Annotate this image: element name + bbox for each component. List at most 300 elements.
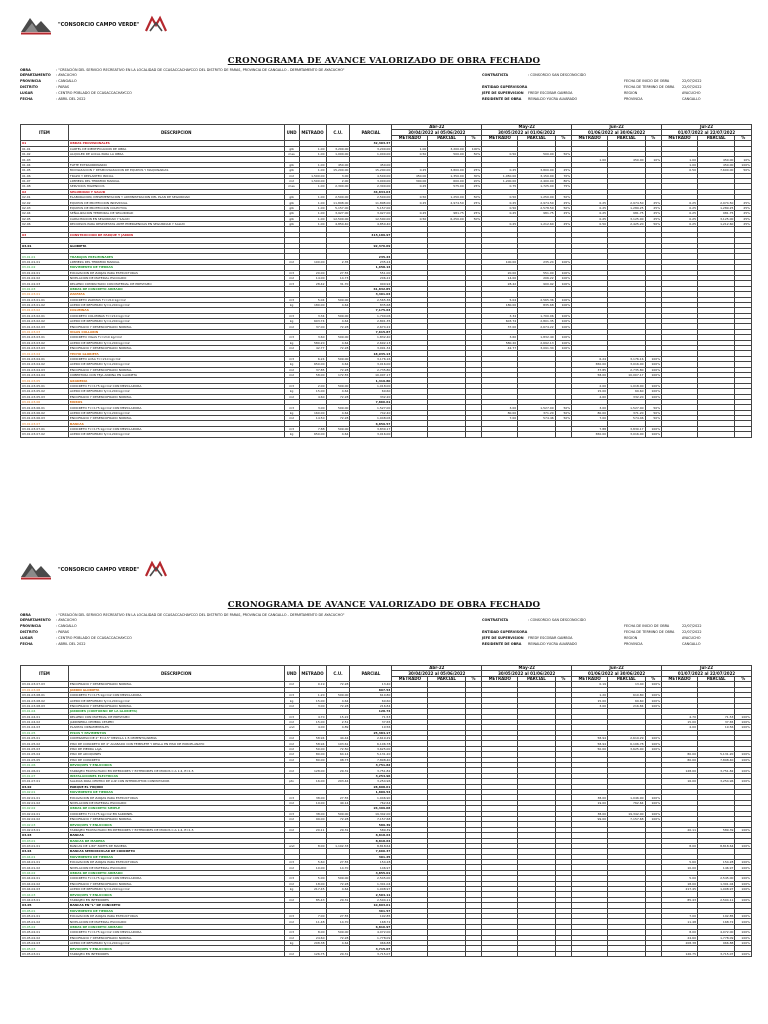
row-metrado: 58.94 — [299, 736, 326, 741]
row-item: 03.01 — [21, 243, 69, 248]
row-parcial: 3,176.16 — [350, 356, 392, 361]
row-item: 01.08 — [21, 184, 69, 189]
row-unit-cost: 509.00 — [326, 313, 350, 318]
row-unit-cost: 72.28 — [326, 346, 350, 351]
row-description: NIVELACION DE MATERIAL ESCOGIDO — [68, 275, 284, 280]
row-item: 03.01.04.01 — [21, 714, 69, 719]
row-unit-cost: 509.00 — [326, 335, 350, 340]
row-parcial: 3,751.82 — [350, 768, 392, 773]
row-metrado: 603.74 — [299, 319, 326, 324]
row-period-m: 0.25 — [572, 205, 608, 210]
row-unit-cost: 509.00 — [326, 876, 350, 881]
row-item: 03.02.03 — [21, 822, 69, 827]
row-unit: m2 — [284, 394, 299, 399]
row-period-q: 25% — [735, 205, 752, 210]
row-parcial: 61,832.85 — [350, 286, 392, 291]
row-period-m: 15.00 — [662, 719, 698, 724]
row-description: NIVELACION DE MATERIAL ESCOGIDO — [68, 800, 284, 805]
row-parcial: 1,832.40 — [350, 335, 392, 340]
row-period-q: 100% — [645, 426, 662, 431]
row-metrado: 58.94 — [299, 741, 326, 746]
row-period-m: 5.04 — [482, 297, 518, 302]
row-period-p: 1,212.60 — [697, 222, 734, 227]
row-parcial: 3,715.07 — [350, 951, 392, 956]
row-period-m: 19.00 — [572, 800, 608, 805]
row-description: PLANTAS ORNAMENTALES — [68, 725, 284, 730]
row-period-p: 1,725.00 — [518, 184, 555, 189]
meta-value: : AYACUCHO — [56, 618, 77, 622]
row-unit-cost: 509.00 — [326, 930, 350, 935]
row-unit-cost: 11,898.00 — [326, 200, 350, 205]
row-parcial: 37.65 — [350, 719, 392, 724]
row-parcial: 10,893.61 — [350, 903, 392, 908]
row-metrado: 11.48 — [299, 919, 326, 924]
row-parcial: 2,500.00 — [350, 195, 392, 200]
meta-value: : CONSORCIO SAN DESCONOCIDO — [528, 618, 586, 622]
row-description: PARQUE EL YUQUIN — [68, 784, 284, 789]
header-sub: PARCIAL — [428, 676, 465, 681]
row-item: 03.01.02.01 — [21, 270, 69, 275]
row-parcial: 216.84 — [350, 703, 392, 708]
table-row — [21, 222, 752, 227]
row-period-p: 1,778.09 — [697, 935, 734, 940]
row-period-m: 20.00 — [482, 270, 518, 275]
row-description: GRADERIA — [68, 378, 284, 383]
row-unit: m3 — [284, 876, 299, 881]
row-period-p: 6,106.78 — [608, 741, 645, 746]
row-unit: m2 — [284, 919, 299, 924]
row-parcial: 3,254.96 — [350, 773, 392, 778]
row-period-m: 14.00 — [482, 275, 518, 280]
row-period-q: 50% — [645, 222, 662, 227]
row-metrado: 1.00 — [299, 216, 326, 221]
row-period-p: 762.64 — [608, 800, 645, 805]
row-period-m: 100.00 — [482, 259, 518, 264]
row-unit-cost: 4.64 — [326, 887, 350, 892]
row-description: REVOQUES Y ENLUCIDOS — [68, 892, 284, 897]
row-parcial: 3,200.00 — [350, 146, 392, 151]
meta-row — [20, 630, 69, 634]
header-descripcion: DESCRIPCION — [68, 125, 284, 141]
row-item: 03.02.03.01 — [21, 827, 69, 832]
header-month: Jun-22 — [572, 125, 662, 130]
row-description: ACERO DE REFUERZO fy=4,200 kg/cm2 — [68, 302, 284, 307]
row-period-m: 1.00 — [662, 162, 698, 167]
row-unit: m3 — [284, 405, 299, 410]
table-row — [21, 736, 752, 741]
row-period-m: 3.34 — [482, 313, 518, 318]
row-item: 03.01.03.03.01 — [21, 335, 69, 340]
row-item: 03.03 — [21, 833, 69, 838]
row-period-m: 15.00 — [572, 389, 608, 394]
meta-row — [20, 91, 132, 95]
row-unit-cost: 4.64 — [326, 940, 350, 945]
row-period-p: 1,289.25 — [697, 205, 734, 210]
row-parcial: 8,818.64 — [350, 843, 392, 848]
row-parcial: 18,935.13 — [350, 351, 392, 356]
row-item: 03.01.03.04.02 — [21, 362, 69, 367]
meta-label: FECHA — [20, 642, 33, 646]
row-period-m: 80.00 — [662, 757, 698, 762]
row-period-m: 0.25 — [662, 216, 698, 221]
header-sub: METRADO — [392, 676, 428, 681]
row-period-m: 0.50 — [392, 195, 428, 200]
meta-value: : "CREACIÓN DEL SERVICIO RECREATIVO EN LA LOCALIDAD DE CCASACCACHAYCCO DEL DISTRITO DE PARAS, PROVINCIA DE CANGALLO - DEPARTAMENTO DE AYACUCHO" — [56, 613, 345, 617]
row-unit: mes — [284, 184, 299, 189]
header-period: 01/06/2022 al 30/06/2022 — [572, 130, 662, 135]
row-description: ACERO DE REFUERZO fy=4,200 kg/cm2 — [68, 698, 284, 703]
meta-label: PROVINCIA — [20, 624, 41, 628]
row-metrado: 7.00 — [299, 913, 326, 918]
row-parcial: 192.85 — [350, 913, 392, 918]
row-parcial: 2,300.00 — [350, 184, 392, 189]
row-period-m: 58.00 — [572, 372, 608, 377]
meta-label: PROVINCIA — [624, 97, 643, 101]
meta-row — [482, 630, 528, 634]
row-description: EQUIPOS DE PROTECCION INDIVIDUAL — [68, 200, 284, 205]
row-item: 03.05.01.02 — [21, 919, 69, 924]
header-month: Abr-22 — [392, 125, 482, 130]
row-period-m: 80.00 — [662, 752, 698, 757]
row-period-q: 100% — [645, 682, 662, 687]
meta-value: CANGALLO — [682, 97, 701, 101]
row-metrado: 20.00 — [299, 270, 326, 275]
row-metrado: 5.60 — [299, 860, 326, 865]
header-parcial: PARCIAL — [350, 125, 392, 141]
row-description: PISO DE CONCRETO — [68, 757, 284, 762]
row-unit-cost: 3,927.00 — [326, 211, 350, 216]
table-row — [21, 367, 752, 372]
row-parcial: 5,131.20 — [350, 752, 392, 757]
row-parcial: 25,384.17 — [350, 730, 392, 735]
row-period-m: 0.50 — [392, 151, 428, 156]
row-period-q: 25% — [555, 211, 572, 216]
meta-value: : PARAS — [56, 85, 70, 89]
row-period-p: 19,342.00 — [608, 811, 645, 816]
row-period-m: 99.00 — [572, 816, 608, 821]
row-period-q: 25% — [735, 222, 752, 227]
row-description: GLORIETA — [68, 243, 284, 248]
row-unit-cost: 1,102.33 — [326, 843, 350, 848]
row-metrado: 8.00 — [299, 843, 326, 848]
row-period-m: 7.00 — [482, 416, 518, 421]
row-period-q: 50% — [555, 405, 572, 410]
row-item: 03.01.03.05.03 — [21, 394, 69, 399]
row-period-p: 8,818.64 — [697, 843, 734, 848]
row-period-p: 3,200.00 — [428, 146, 465, 151]
row-period-q: 25% — [555, 200, 572, 205]
row-metrado: 0.19 — [299, 682, 326, 687]
row-metrado: 1.00 — [299, 151, 326, 156]
row-metrado: 4.00 — [299, 725, 326, 730]
header-sub: % — [555, 135, 572, 140]
row-period-q: 50% — [555, 205, 572, 210]
row-unit: glb — [284, 222, 299, 227]
row-period-q: 100% — [645, 372, 662, 377]
row-item: 03.01.03.04.03 — [21, 367, 69, 372]
row-item: 03.01.05.05 — [21, 757, 69, 762]
row-period-q: 100% — [555, 302, 572, 307]
row-unit-cost: 4.64 — [326, 698, 350, 703]
row-description: CONCRETO f'c=175 kg/cm2 CON MEZCLADORA — [68, 405, 284, 410]
row-item: 03.02.02.02 — [21, 816, 69, 821]
row-unit: m3 — [284, 795, 299, 800]
row-period-p: 1,250.00 — [428, 195, 465, 200]
table-row — [21, 372, 752, 377]
row-description: BANCAS DE 1.80*.50MTS DE MADERA — [68, 843, 284, 848]
row-unit-cost: 27.55 — [326, 270, 350, 275]
row-item: 03.01.03.06.03 — [21, 416, 69, 421]
row-description: ALQUILER DE LOCAL PARA LA OBRA — [68, 151, 284, 156]
row-parcial: 92,376.69 — [350, 243, 392, 248]
row-period-p: 2,974.50 — [697, 200, 734, 205]
row-metrado: 80.00 — [299, 752, 326, 757]
meta-label: CONTRATISTA — [482, 73, 509, 77]
row-item: 03.01.03.08.01 — [21, 692, 69, 697]
row-parcial: 4,850.40 — [350, 222, 392, 227]
row-period-p: 2,974.50 — [428, 200, 465, 205]
row-item: 03.04.01 — [21, 854, 69, 859]
row-unit: m2 — [284, 865, 299, 870]
row-description: ACERO DE REFUERZO fy=4,200 kg/cm2 — [68, 410, 284, 415]
row-period-p: 3,125.00 — [608, 216, 645, 221]
row-description: ACERO DE REFUERZO fy=4,200 kg/cm2 — [68, 340, 284, 345]
row-period-q: 100% — [735, 935, 752, 940]
row-period-q: 10% — [645, 157, 662, 162]
row-period-q: 25% — [555, 168, 572, 173]
row-description: TRABAJOS PRELIMINARES — [68, 254, 284, 259]
row-parcial: 1,809.54 — [350, 789, 392, 794]
row-unit: glb — [284, 168, 299, 173]
row-unit: m2 — [284, 768, 299, 773]
row-period-p: 3,091.34 — [518, 346, 555, 351]
row-period-m: 28.42 — [482, 281, 518, 286]
row-description: MOVILIZACION Y DESMOVILIZACION DE EQUIPOS Y MAQUINARIAS — [68, 168, 284, 173]
meta-value: : AYACUCHO — [56, 73, 77, 77]
row-description: EXCAVACION DE ZANJAS PARA ESTRUCTURAS — [68, 860, 284, 865]
row-description: REVOQUES Y ENLUCIDOS — [68, 763, 284, 768]
row-period-m — [392, 951, 428, 956]
sheet-page-2 — [0, 555, 768, 1024]
table-row — [21, 426, 752, 431]
row-period-m: 58.94 — [572, 736, 608, 741]
row-period-q: 100% — [735, 768, 752, 773]
header-period: 01/07/2022 al 22/07/2022 — [662, 671, 752, 676]
row-period-p: 69.60 — [608, 389, 645, 394]
row-period-p — [428, 432, 465, 437]
row-item: 03.01.05.03 — [21, 746, 69, 751]
row-period-q — [555, 951, 572, 956]
row-period-p: 3,830.17 — [608, 426, 645, 431]
meta-row — [20, 642, 86, 646]
row-description: ENCOFRADO Y DESENCOFRADO NORMAL — [68, 367, 284, 372]
row-parcial: 12,500.00 — [350, 216, 392, 221]
row-unit: kg — [284, 362, 299, 367]
row-item: 03.01.07.01 — [21, 779, 69, 784]
row-metrado: 14.50 — [299, 416, 326, 421]
row-item: 03.04.02.03 — [21, 887, 69, 892]
table-row — [21, 416, 752, 421]
meta-row — [20, 73, 77, 77]
row-description: MOVIMIENTO DE TIERRAS — [68, 265, 284, 270]
row-unit: m2 — [284, 935, 299, 940]
meta-row — [624, 91, 701, 95]
row-metrado: 1.00 — [299, 146, 326, 151]
row-parcial: 1,018.00 — [350, 383, 392, 388]
row-description: ZAPATAS — [68, 292, 284, 297]
header-sub: METRADO — [572, 135, 608, 140]
row-period-q: 100% — [735, 876, 752, 881]
meta-label: OBRA — [20, 68, 31, 72]
row-metrado: 1.00 — [299, 195, 326, 200]
row-period-q: 100% — [645, 698, 662, 703]
row-parcial: 897.53 — [350, 687, 392, 692]
row-period-m — [482, 951, 518, 956]
row-period-m: 15.00 — [572, 698, 608, 703]
row-description: RELLENO COMPACTADO CON MATERIAL DE PRESTAMO — [68, 281, 284, 286]
row-parcial: 835.68 — [350, 302, 392, 307]
row-unit-cost: 5,157.00 — [326, 205, 350, 210]
table-row — [21, 692, 752, 697]
row-unit: m3 — [284, 281, 299, 286]
row-period-m: 0.25 — [662, 200, 698, 205]
row-unit-cost: 29.31 — [326, 768, 350, 773]
row-description: ENCOFRADO Y DESENCOFRADO NORMAL — [68, 703, 284, 708]
row-description: MUROS — [68, 399, 284, 404]
row-unit-cost: 509.00 — [326, 405, 350, 410]
row-period-m: 8.00 — [662, 930, 698, 935]
meta-label: FECHA DE TERMINO DE OBRA — [624, 85, 675, 89]
row-description: EQUIPOS DE PROTECCION COLECTIVA — [68, 205, 284, 210]
meta-value: FREDY ESCOBAR GAMBOA — [528, 91, 573, 95]
meta-value: : CENTRO POBLADO DE CCASACCACHAYCCO — [56, 91, 132, 95]
row-parcial: 2,619.29 — [350, 736, 392, 741]
row-period-m — [572, 951, 608, 956]
row-unit: m3 — [284, 313, 299, 318]
row-period-m: 0.25 — [392, 211, 428, 216]
table-row — [21, 432, 752, 437]
row-unit-cost: 2.00 — [326, 178, 350, 183]
row-period-m: 3.00 — [572, 405, 608, 410]
row-parcial: 3,715.07 — [350, 946, 392, 951]
row-item: 03.01.03.03.02 — [21, 340, 69, 345]
row-period-q: 100% — [645, 746, 662, 751]
row-description: ENCOFRADO Y DESENCOFRADO NORMAL — [68, 682, 284, 687]
row-parcial: 1,301.04 — [350, 881, 392, 886]
meta-value: : "CREACIÓN DEL SERVICIO RECREATIVO EN LA LOCALIDAD DE CCASACCACHAYCCO DEL DISTRITO DE PARAS, PROVINCIA DE CANGALLO - DEPARTAMENTO DE AYACUCHO" — [56, 68, 345, 72]
row-period-q: 100% — [645, 800, 662, 805]
row-unit: m3 — [284, 811, 299, 816]
row-metrado: 650.00 — [299, 362, 326, 367]
row-item: 03.04.03 — [21, 892, 69, 897]
header-period: 30/04/2022 al 05/06/2022 — [392, 671, 482, 676]
row-parcial: 4,500.00 — [350, 173, 392, 178]
row-item: 03.02 — [21, 784, 69, 789]
row-unit-cost: 72.28 — [326, 935, 350, 940]
row-period-m: 128.00 — [662, 768, 698, 773]
meta-label: RESIDENTE DE OBRA — [482, 642, 522, 646]
header-month: Jul-22 — [662, 666, 752, 671]
row-period-p: 2,735.80 — [608, 367, 645, 372]
row-period-p: 4,072.00 — [697, 930, 734, 935]
row-period-q: 100% — [735, 843, 752, 848]
row-period-q: 100% — [735, 827, 752, 832]
row-item: 03.05.03 — [21, 946, 69, 951]
row-period-q: 100% — [645, 811, 662, 816]
row-period-m: 208.38 — [662, 940, 698, 945]
row-item: 03.01.03.05.01 — [21, 383, 69, 388]
row-description: CONCRETO COLUMNAS f'c=210 kg/cm2 — [68, 313, 284, 318]
row-period-m: 0.25 — [392, 168, 428, 173]
row-period-p — [697, 432, 734, 437]
row-metrado: 85.43 — [299, 897, 326, 902]
row-description: ACERO DE REFUERZO fy=4,200 kg/cm2 — [68, 362, 284, 367]
row-item: 03.01.03.04.01 — [21, 356, 69, 361]
meta-value: AYACUCHO — [682, 91, 701, 95]
row-period-p: 2,674.22 — [518, 324, 555, 329]
row-period-m: 650.00 — [572, 362, 608, 367]
row-description: ENCOFRADO Y DESENCOFRADO NORMAL — [68, 416, 284, 421]
row-unit: m2 — [284, 682, 299, 687]
row-unit-cost: 4.64 — [326, 410, 350, 415]
row-period-m: 85.43 — [662, 897, 698, 902]
row-metrado: 1.00 — [299, 200, 326, 205]
row-parcial: 2,692.13 — [350, 340, 392, 345]
header-sub: METRADO — [662, 676, 698, 681]
row-parcial: 742.40 — [350, 410, 392, 415]
row-parcial: 6,816.97 — [350, 924, 392, 929]
row-unit-cost: 72.28 — [326, 816, 350, 821]
meta-value: 22/07/2022 — [682, 630, 702, 634]
row-unit: m2 — [284, 372, 299, 377]
header-item: ITEM — [21, 125, 69, 141]
row-unit-cost: 12,500.00 — [326, 216, 350, 221]
row-unit-cost: 29.31 — [326, 897, 350, 902]
row-parcial: 450.00 — [350, 162, 392, 167]
header-sub: % — [645, 676, 662, 681]
row-period-p: 13.40 — [608, 682, 645, 687]
row-period-p: 450.00 — [608, 157, 645, 162]
row-period-m: 0.50 — [482, 205, 518, 210]
row-period-m: 0.25 — [392, 184, 428, 189]
row-period-q: 25% — [465, 184, 482, 189]
row-unit-cost: 509.00 — [326, 383, 350, 388]
header-sub: % — [645, 135, 662, 140]
row-period-m: 4.70 — [662, 714, 698, 719]
row-unit: m2 — [284, 173, 299, 178]
meta-row — [624, 636, 701, 640]
row-period-p: 2,504.11 — [697, 897, 734, 902]
row-unit: m2 — [284, 346, 299, 351]
row-parcial: 71.53 — [350, 714, 392, 719]
row-period-p: 575.00 — [428, 184, 465, 189]
row-parcial: 6,859.57 — [350, 421, 392, 426]
meta-label: LUGAR — [20, 636, 33, 640]
row-item: 03.05.02.03 — [21, 940, 69, 945]
meta-label: DEPARTAMENTO — [20, 618, 51, 622]
row-period-m: 0.25 — [662, 205, 698, 210]
row-period-p: 1,008.97 — [697, 887, 734, 892]
row-item: 03.01.05.01 — [21, 736, 69, 741]
row-period-p: 19.56 — [697, 725, 734, 730]
row-unit-cost: 64.14 — [326, 752, 350, 757]
row-period-q: 100% — [735, 951, 752, 956]
row-metrado: 37.00 — [299, 324, 326, 329]
row-metrado: 1.00 — [299, 222, 326, 227]
row-period-m: 6.24 — [572, 356, 608, 361]
meta-row — [20, 85, 69, 89]
row-metrado: 100.00 — [299, 259, 326, 264]
